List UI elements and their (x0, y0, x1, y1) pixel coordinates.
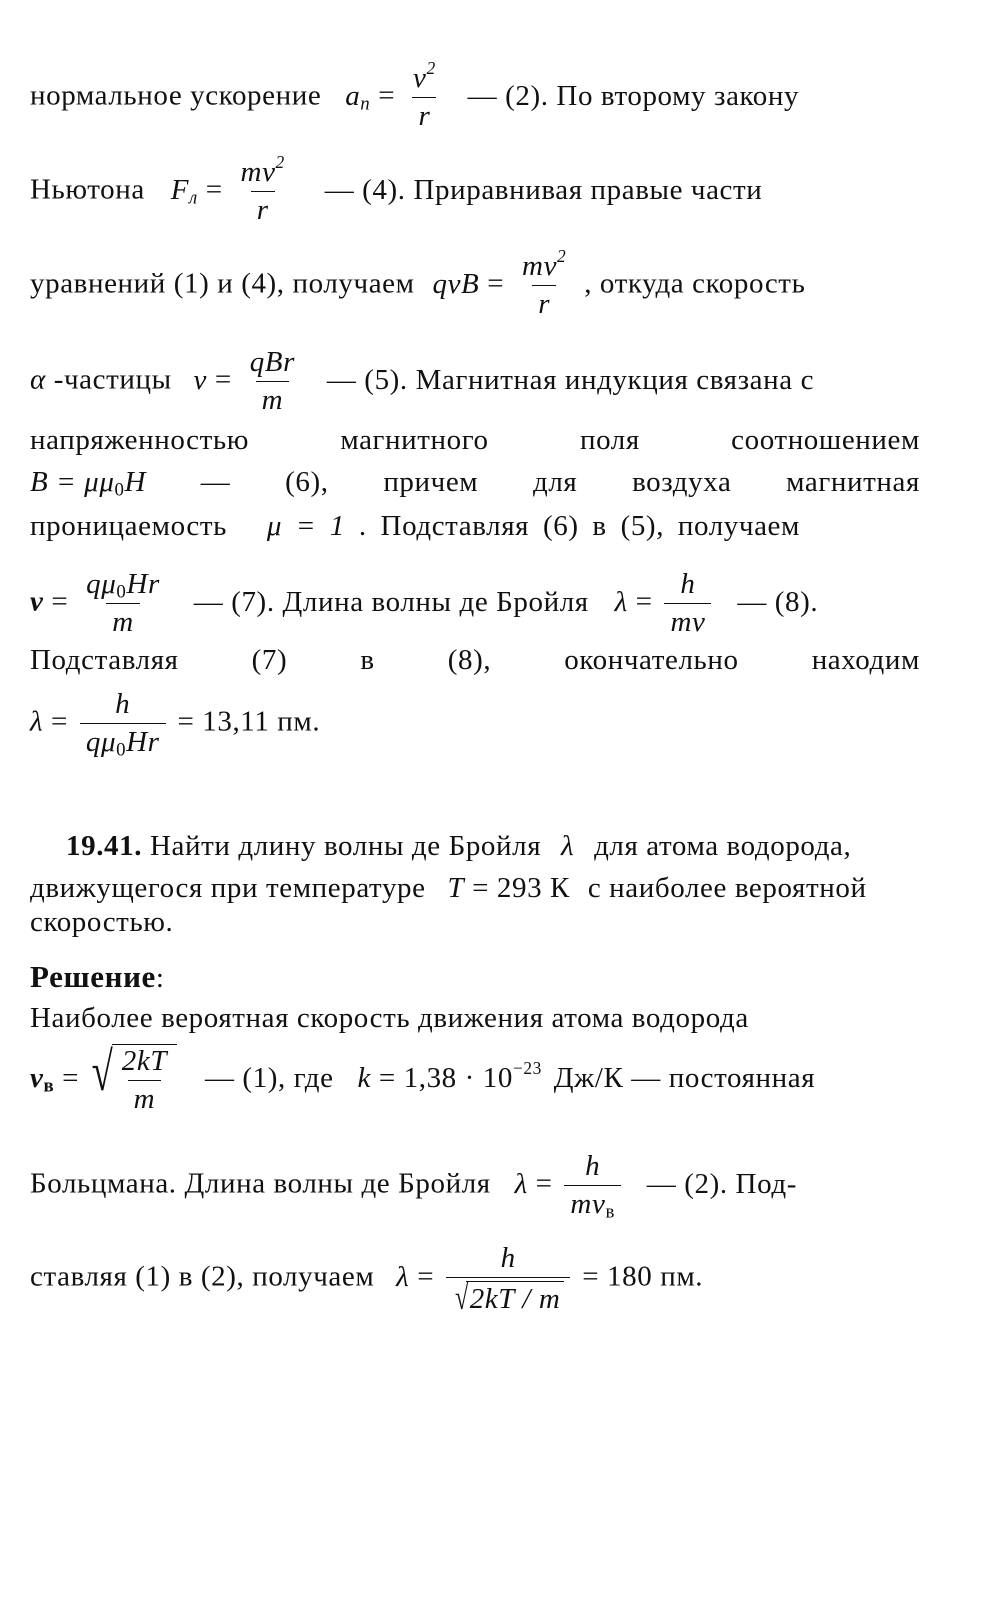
fraction-qbr-over-m: $\frac{\text{qBr}}{m}$ (249, 346, 295, 417)
word: соотношением (731, 424, 920, 456)
text-span: — (2). По второму закону (467, 79, 800, 112)
fraction-v2-over-r: $\frac{v^2}{r}$ (413, 57, 436, 133)
text-span: Больцмана. Длина волны де Бройля (30, 1167, 491, 1200)
text-span: уравнений (1) и (4), получаем (30, 267, 415, 300)
fraction-h-over-qmuhr: $\frac{h}{q\mu_0Hr}$ (80, 688, 166, 760)
text-span: . Подставляя (6) в (5), получаем (358, 510, 800, 542)
formula-an: $a_n$ (345, 79, 371, 115)
solution-line-4: ставляя (1) в (2), получаем λ = h √ 2kT / m = 180 пм. (30, 1242, 704, 1318)
lambda-symbol: λ (614, 585, 628, 618)
word: для (532, 466, 578, 498)
text-line-3: уравнений (1) и (4), получаем qvB = $\frac{mv^2}{r}$ , откуда скорость (30, 245, 806, 321)
problem-number: 19.41. (66, 830, 143, 862)
word: причем (383, 466, 479, 498)
formula-t: T (447, 872, 465, 904)
formula-b-mu-h: $B = \mu\mu_0H$ (30, 466, 147, 501)
text-span: — (8). (737, 585, 819, 618)
problem-line-1 (30, 828, 920, 864)
text-line-6 (30, 464, 920, 500)
word: окончательно (564, 644, 739, 676)
text-span: -частицы (53, 363, 172, 396)
word: магнитная (786, 466, 920, 498)
formula-mu-eq-1: μ = 1 (266, 510, 345, 542)
solution-title: Решение (30, 959, 156, 994)
text-span: скоростью. (30, 906, 174, 938)
fraction-qmuhr-over-m: $\frac{q\mu_0Hr}{m}$ (86, 568, 160, 639)
word: в (360, 644, 375, 676)
lambda-symbol: λ (396, 1260, 410, 1293)
text-span: — (4). Приравнивая правые части (324, 173, 763, 206)
word: (7) (251, 644, 288, 676)
text-span: = 180 пм. (582, 1260, 704, 1293)
fraction-mv2-over-r: $\frac{mv^2}{r}$ (240, 151, 285, 227)
text-span: , откуда скорость (584, 267, 806, 300)
text-span: = 13,11 пм. (177, 705, 321, 738)
formula-qvb: qvB (432, 267, 480, 300)
formula-k: k (357, 1062, 371, 1094)
fraction-h-over-sqrt: h √ 2kT / m (446, 1242, 570, 1316)
problem-line-2 (30, 870, 920, 906)
dash: — (200, 466, 231, 498)
text-line-7 (30, 508, 920, 544)
text-span: с наиболее вероятной (587, 872, 867, 904)
text-line-4: α -частицы v = $\frac{\text{qBr}}{m}$ — (5). Магнитная индукция связана с (30, 346, 815, 417)
text-line-5 (30, 422, 920, 458)
text-span: нормальное ускорение (30, 79, 322, 112)
fraction-h-over-mv: $\frac{h}{mv}$ (664, 568, 711, 640)
word: Подставляя (30, 644, 179, 676)
text-span: проницаемость (30, 510, 227, 542)
formula-v-bold: v (30, 585, 44, 618)
text-span: Наиболее вероятная скорость движения атома водорода (30, 1002, 749, 1034)
word: поля (579, 424, 640, 456)
text-span: Найти длину волны де Бройля (149, 830, 542, 862)
text-span: Дж/К — постоянная (553, 1062, 816, 1094)
text-span: — (1), где (204, 1062, 334, 1094)
text-line-8: v = $\frac{q\mu_0Hr}{m}$ — (7). Длина волны де Бройля λ = $\frac{h}{mv}$ — (8). (30, 568, 819, 639)
text-line-10: λ = $\frac{h}{q\mu_0Hr}$ = 13,11 пм. (30, 688, 321, 762)
text-line-9 (30, 642, 920, 678)
solution-line-1 (30, 1000, 920, 1036)
text-span: движущегося при температуре (30, 872, 426, 904)
text-line-1: нормальное ускорение $a_n$ = $\frac{v^2}{r}$ — (2). По второму закону (30, 57, 800, 133)
solution-colon: : (155, 962, 165, 994)
formula-k-value: = $1,38 \cdot 10^{-23}$ (378, 1057, 542, 1094)
lambda-symbol: λ (30, 705, 44, 738)
solution-line-2: $v_в$ = √ $\frac{2kT}{m}$ — (1), где $k = 1,38 \cdot 10^{-23}$ Дж/К — постоянная (30, 1041, 816, 1116)
fraction-h-over-mvv: $\frac{h}{mv_в}$ (564, 1150, 621, 1222)
text-span: — (5). Магнитная индукция связана с (326, 363, 815, 396)
alpha-symbol: α (30, 363, 46, 396)
text-span: ставляя (1) в (2), получаем (30, 1260, 375, 1293)
word: магнитного (340, 424, 489, 456)
text-span: — (7). Длина волны де Бройля (193, 585, 589, 618)
lambda-symbol: λ (514, 1167, 528, 1200)
problem-line-3 (30, 904, 920, 940)
formula-fn: $F_л$ (170, 173, 198, 209)
word: напряженностью (30, 424, 249, 456)
text-line-2: Ньютона $F_л$ = $\frac{mv^2}{r}$ — (4). Приравнивая правые части (30, 151, 763, 227)
text-span: Ньютона (30, 173, 145, 206)
word: находим (811, 644, 920, 676)
solution-heading (30, 958, 920, 997)
word: (6), (285, 466, 329, 498)
lambda-symbol: λ (561, 830, 575, 862)
formula-t-value: = 293 К (472, 872, 570, 904)
text-span: для атома водорода, (594, 830, 852, 862)
formula-v: v (193, 363, 208, 396)
solution-line-3: Больцмана. Длина волны де Бройля λ = $\frac{h}{mv_в}$ — (2). Под- (30, 1150, 797, 1224)
word: воздуха (632, 466, 732, 498)
fraction-mv2-over-r-2: $\frac{mv^2}{r}$ (522, 245, 567, 321)
sqrt-2kt-over-m: √ $\frac{2kT}{m}$ (87, 1044, 177, 1117)
word: (8), (447, 644, 492, 676)
text-span: — (2). Под- (646, 1167, 797, 1200)
formula-vv: $v_в$ (30, 1062, 55, 1097)
